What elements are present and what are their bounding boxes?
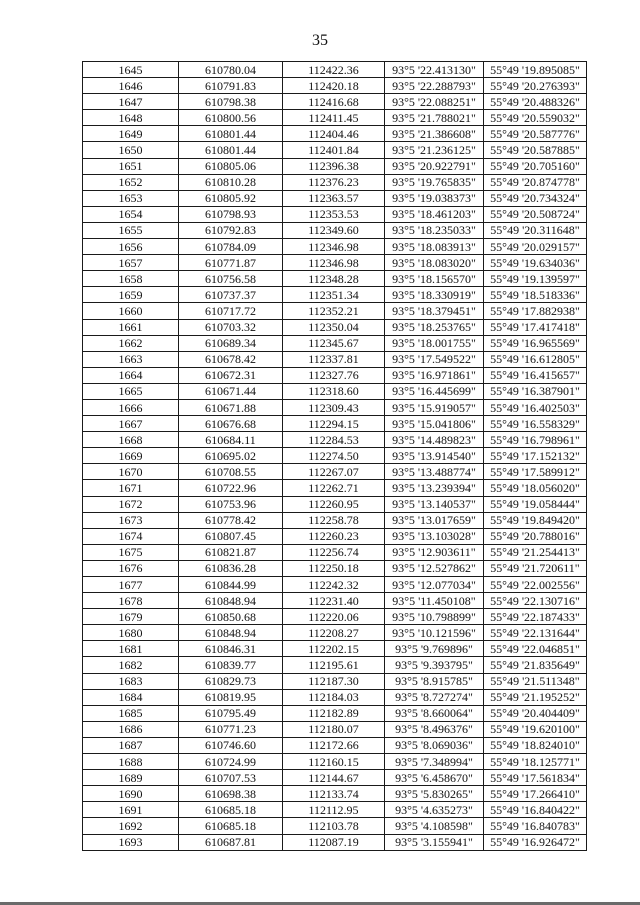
table-row [83,770,587,786]
page-number: 35 [312,32,328,49]
longitude-cell: 93°5 '12.077034" [385,577,484,593]
x-coordinate-cell: 610707.53 [179,770,283,786]
longitude-cell: 93°5 '8.069036" [385,737,484,753]
point-number-cell: 1664 [83,367,179,383]
x-coordinate-cell: 610844.99 [179,577,283,593]
point-number-cell: 1657 [83,255,179,271]
x-coordinate-cell: 610698.38 [179,786,283,802]
y-coordinate-cell: 112180.07 [283,721,385,737]
point-number-cell: 1671 [83,480,179,496]
latitude-cell: 55°49 '18.056020" [484,480,587,496]
x-coordinate-cell: 610756.58 [179,271,283,287]
x-coordinate-cell: 610829.73 [179,673,283,689]
x-coordinate-cell: 610846.31 [179,641,283,657]
point-number-cell: 1656 [83,239,179,255]
x-coordinate-cell: 610671.88 [179,399,283,415]
point-number-cell: 1645 [83,62,179,78]
latitude-cell: 55°49 '22.002556" [484,577,587,593]
x-coordinate-cell: 610801.44 [179,142,283,158]
point-number-cell: 1665 [83,383,179,399]
table-row [83,625,587,641]
longitude-cell: 93°5 '18.461203" [385,206,484,222]
y-coordinate-cell: 112309.43 [283,399,385,415]
x-coordinate-cell: 610810.28 [179,174,283,190]
latitude-cell: 55°49 '17.266410" [484,786,587,802]
longitude-cell: 93°5 '18.083020" [385,255,484,271]
y-coordinate-cell: 112231.40 [283,593,385,609]
point-number-cell: 1672 [83,496,179,512]
point-number-cell: 1684 [83,689,179,705]
table-row [83,609,587,625]
longitude-cell: 93°5 '21.236125" [385,142,484,158]
x-coordinate-cell: 610848.94 [179,625,283,641]
y-coordinate-cell: 112404.46 [283,126,385,142]
y-coordinate-cell: 112202.15 [283,641,385,657]
table-row [83,577,587,593]
table-row [83,448,587,464]
longitude-cell: 93°5 '19.765835" [385,174,484,190]
x-coordinate-cell: 610807.45 [179,528,283,544]
table-row [83,271,587,287]
point-number-cell: 1691 [83,802,179,818]
x-coordinate-cell: 610717.72 [179,303,283,319]
y-coordinate-cell: 112411.45 [283,110,385,126]
y-coordinate-cell: 112327.76 [283,367,385,383]
point-number-cell: 1658 [83,271,179,287]
latitude-cell: 55°49 '22.046851" [484,641,587,657]
point-number-cell: 1655 [83,222,179,238]
y-coordinate-cell: 112262.71 [283,480,385,496]
y-coordinate-cell: 112172.66 [283,737,385,753]
latitude-cell: 55°49 '20.559032" [484,110,587,126]
latitude-cell: 55°49 '19.634036" [484,255,587,271]
point-number-cell: 1646 [83,78,179,94]
latitude-cell: 55°49 '16.612805" [484,351,587,367]
y-coordinate-cell: 112318.60 [283,383,385,399]
point-number-cell: 1668 [83,432,179,448]
point-number-cell: 1661 [83,319,179,335]
table-row [83,287,587,303]
point-number-cell: 1650 [83,142,179,158]
x-coordinate-cell: 610722.96 [179,480,283,496]
x-coordinate-cell: 610821.87 [179,544,283,560]
point-number-cell: 1688 [83,754,179,770]
point-number-cell: 1677 [83,577,179,593]
table-row [83,126,587,142]
table-row [83,754,587,770]
longitude-cell: 93°5 '13.017659" [385,512,484,528]
point-number-cell: 1687 [83,737,179,753]
longitude-cell: 93°5 '9.393795" [385,657,484,673]
y-coordinate-cell: 112087.19 [283,834,385,850]
point-number-cell: 1659 [83,287,179,303]
longitude-cell: 93°5 '8.915785" [385,673,484,689]
table-row [83,673,587,689]
table-row [83,689,587,705]
y-coordinate-cell: 112220.06 [283,609,385,625]
latitude-cell: 55°49 '16.402503" [484,399,587,415]
latitude-cell: 55°49 '20.587885" [484,142,587,158]
longitude-cell: 93°5 '18.330919" [385,287,484,303]
table-row [83,834,587,850]
y-coordinate-cell: 112258.78 [283,512,385,528]
point-number-cell: 1648 [83,110,179,126]
longitude-cell: 93°5 '22.413130" [385,62,484,78]
table-row [83,721,587,737]
y-coordinate-cell: 112274.50 [283,448,385,464]
longitude-cell: 93°5 '8.496376" [385,721,484,737]
table-row [83,802,587,818]
x-coordinate-cell: 610685.18 [179,818,283,834]
latitude-cell: 55°49 '20.311648" [484,222,587,238]
table-row [83,190,587,206]
y-coordinate-cell: 112256.74 [283,544,385,560]
x-coordinate-cell: 610780.04 [179,62,283,78]
latitude-cell: 55°49 '20.587776" [484,126,587,142]
latitude-cell: 55°49 '20.276393" [484,78,587,94]
y-coordinate-cell: 112337.81 [283,351,385,367]
longitude-cell: 93°5 '16.971861" [385,367,484,383]
longitude-cell: 93°5 '9.769896" [385,641,484,657]
longitude-cell: 93°5 '21.788021" [385,110,484,126]
y-coordinate-cell: 112350.04 [283,319,385,335]
longitude-cell: 93°5 '8.660064" [385,705,484,721]
table-row [83,222,587,238]
table-row [83,512,587,528]
x-coordinate-cell: 610784.09 [179,239,283,255]
latitude-cell: 55°49 '16.415657" [484,367,587,383]
x-coordinate-cell: 610708.55 [179,464,283,480]
latitude-cell: 55°49 '19.620100" [484,721,587,737]
latitude-cell: 55°49 '17.152132" [484,448,587,464]
table-row [83,496,587,512]
latitude-cell: 55°49 '16.558329" [484,416,587,432]
point-number-cell: 1692 [83,818,179,834]
latitude-cell: 55°49 '21.511348" [484,673,587,689]
latitude-cell: 55°49 '19.849420" [484,512,587,528]
point-number-cell: 1680 [83,625,179,641]
longitude-cell: 93°5 '19.038373" [385,190,484,206]
table-row [83,174,587,190]
coordinates-table-body [83,62,587,851]
x-coordinate-cell: 610753.96 [179,496,283,512]
latitude-cell: 55°49 '16.965569" [484,335,587,351]
longitude-cell: 93°5 '15.919057" [385,399,484,415]
x-coordinate-cell: 610771.23 [179,721,283,737]
latitude-cell: 55°49 '21.835649" [484,657,587,673]
table-row [83,62,587,78]
x-coordinate-cell: 610678.42 [179,351,283,367]
x-coordinate-cell: 610839.77 [179,657,283,673]
latitude-cell: 55°49 '19.895085" [484,62,587,78]
longitude-cell: 93°5 '7.348994" [385,754,484,770]
y-coordinate-cell: 112250.18 [283,560,385,576]
x-coordinate-cell: 610848.94 [179,593,283,609]
x-coordinate-cell: 610695.02 [179,448,283,464]
table-row [83,480,587,496]
point-number-cell: 1685 [83,705,179,721]
x-coordinate-cell: 610685.18 [179,802,283,818]
x-coordinate-cell: 610672.31 [179,367,283,383]
table-row [83,303,587,319]
latitude-cell: 55°49 '20.734324" [484,190,587,206]
longitude-cell: 93°5 '6.458670" [385,770,484,786]
latitude-cell: 55°49 '18.518336" [484,287,587,303]
y-coordinate-cell: 112363.57 [283,190,385,206]
x-coordinate-cell: 610778.42 [179,512,283,528]
y-coordinate-cell: 112187.30 [283,673,385,689]
x-coordinate-cell: 610792.83 [179,222,283,238]
coordinates-table [82,61,587,851]
longitude-cell: 93°5 '13.103028" [385,528,484,544]
point-number-cell: 1660 [83,303,179,319]
x-coordinate-cell: 610850.68 [179,609,283,625]
x-coordinate-cell: 610805.92 [179,190,283,206]
y-coordinate-cell: 112294.15 [283,416,385,432]
point-number-cell: 1673 [83,512,179,528]
latitude-cell: 55°49 '16.926472" [484,834,587,850]
y-coordinate-cell: 112160.15 [283,754,385,770]
longitude-cell: 93°5 '4.108598" [385,818,484,834]
table-row [83,319,587,335]
latitude-cell: 55°49 '18.125771" [484,754,587,770]
point-number-cell: 1652 [83,174,179,190]
longitude-cell: 93°5 '18.001755" [385,335,484,351]
latitude-cell: 55°49 '17.589912" [484,464,587,480]
longitude-cell: 93°5 '22.288793" [385,78,484,94]
x-coordinate-cell: 610801.44 [179,126,283,142]
table-row [83,593,587,609]
longitude-cell: 93°5 '12.527862" [385,560,484,576]
y-coordinate-cell: 112396.38 [283,158,385,174]
latitude-cell: 55°49 '20.029157" [484,239,587,255]
table-row [83,399,587,415]
table-row [83,544,587,560]
latitude-cell: 55°49 '20.508724" [484,206,587,222]
point-number-cell: 1676 [83,560,179,576]
latitude-cell: 55°49 '19.058444" [484,496,587,512]
point-number-cell: 1669 [83,448,179,464]
longitude-cell: 93°5 '5.830265" [385,786,484,802]
y-coordinate-cell: 112195.61 [283,657,385,673]
point-number-cell: 1682 [83,657,179,673]
y-coordinate-cell: 112422.36 [283,62,385,78]
latitude-cell: 55°49 '18.824010" [484,737,587,753]
latitude-cell: 55°49 '20.488326" [484,94,587,110]
table-row [83,255,587,271]
y-coordinate-cell: 112352.21 [283,303,385,319]
table-row [83,351,587,367]
point-number-cell: 1675 [83,544,179,560]
point-number-cell: 1683 [83,673,179,689]
table-row [83,158,587,174]
x-coordinate-cell: 610687.81 [179,834,283,850]
y-coordinate-cell: 112420.18 [283,78,385,94]
latitude-cell: 55°49 '21.195252" [484,689,587,705]
y-coordinate-cell: 112208.27 [283,625,385,641]
x-coordinate-cell: 610805.06 [179,158,283,174]
latitude-cell: 55°49 '22.131644" [484,625,587,641]
latitude-cell: 55°49 '20.404409" [484,705,587,721]
longitude-cell: 93°5 '8.727274" [385,689,484,705]
point-number-cell: 1649 [83,126,179,142]
table-row [83,705,587,721]
y-coordinate-cell: 112103.78 [283,818,385,834]
table-row [83,110,587,126]
latitude-cell: 55°49 '16.840422" [484,802,587,818]
latitude-cell: 55°49 '20.788016" [484,528,587,544]
longitude-cell: 93°5 '4.635273" [385,802,484,818]
point-number-cell: 1689 [83,770,179,786]
longitude-cell: 93°5 '11.450108" [385,593,484,609]
table-row [83,464,587,480]
x-coordinate-cell: 610819.95 [179,689,283,705]
table-row [83,206,587,222]
y-coordinate-cell: 112351.34 [283,287,385,303]
y-coordinate-cell: 112267.07 [283,464,385,480]
point-number-cell: 1654 [83,206,179,222]
point-number-cell: 1679 [83,609,179,625]
x-coordinate-cell: 610771.87 [179,255,283,271]
table-row [83,641,587,657]
x-coordinate-cell: 610676.68 [179,416,283,432]
y-coordinate-cell: 112353.53 [283,206,385,222]
table-row [83,737,587,753]
y-coordinate-cell: 112112.95 [283,802,385,818]
longitude-cell: 93°5 '22.088251" [385,94,484,110]
longitude-cell: 93°5 '21.386608" [385,126,484,142]
point-number-cell: 1663 [83,351,179,367]
table-row [83,560,587,576]
y-coordinate-cell: 112184.03 [283,689,385,705]
y-coordinate-cell: 112284.53 [283,432,385,448]
longitude-cell: 93°5 '18.235033" [385,222,484,238]
latitude-cell: 55°49 '17.561834" [484,770,587,786]
y-coordinate-cell: 112260.95 [283,496,385,512]
point-number-cell: 1647 [83,94,179,110]
longitude-cell: 93°5 '18.156570" [385,271,484,287]
latitude-cell: 55°49 '22.187433" [484,609,587,625]
table-row [83,94,587,110]
latitude-cell: 55°49 '19.139597" [484,271,587,287]
point-number-cell: 1653 [83,190,179,206]
x-coordinate-cell: 610836.28 [179,560,283,576]
x-coordinate-cell: 610671.44 [179,383,283,399]
longitude-cell: 93°5 '16.445699" [385,383,484,399]
point-number-cell: 1670 [83,464,179,480]
x-coordinate-cell: 610798.38 [179,94,283,110]
point-number-cell: 1678 [83,593,179,609]
y-coordinate-cell: 112182.89 [283,705,385,721]
latitude-cell: 55°49 '17.417418" [484,319,587,335]
latitude-cell: 55°49 '16.840783" [484,818,587,834]
latitude-cell: 55°49 '16.387901" [484,383,587,399]
y-coordinate-cell: 112376.23 [283,174,385,190]
longitude-cell: 93°5 '17.549522" [385,351,484,367]
table-row [83,528,587,544]
point-number-cell: 1667 [83,416,179,432]
x-coordinate-cell: 610703.32 [179,319,283,335]
y-coordinate-cell: 112144.67 [283,770,385,786]
y-coordinate-cell: 112345.67 [283,335,385,351]
point-number-cell: 1681 [83,641,179,657]
longitude-cell: 93°5 '13.914540" [385,448,484,464]
table-row [83,239,587,255]
x-coordinate-cell: 610684.11 [179,432,283,448]
longitude-cell: 93°5 '10.121596" [385,625,484,641]
longitude-cell: 93°5 '15.041806" [385,416,484,432]
x-coordinate-cell: 610737.37 [179,287,283,303]
x-coordinate-cell: 610724.99 [179,754,283,770]
x-coordinate-cell: 610746.60 [179,737,283,753]
latitude-cell: 55°49 '21.720611" [484,560,587,576]
longitude-cell: 93°5 '18.083913" [385,239,484,255]
y-coordinate-cell: 112133.74 [283,786,385,802]
longitude-cell: 93°5 '12.903611" [385,544,484,560]
table-row [83,78,587,94]
table-row [83,432,587,448]
table-row [83,335,587,351]
longitude-cell: 93°5 '18.253765" [385,319,484,335]
latitude-cell: 55°49 '22.130716" [484,593,587,609]
y-coordinate-cell: 112260.23 [283,528,385,544]
x-coordinate-cell: 610798.93 [179,206,283,222]
longitude-cell: 93°5 '14.489823" [385,432,484,448]
latitude-cell: 55°49 '20.874778" [484,174,587,190]
point-number-cell: 1690 [83,786,179,802]
y-coordinate-cell: 112416.68 [283,94,385,110]
table-row [83,383,587,399]
table-row [83,657,587,673]
y-coordinate-cell: 112346.98 [283,255,385,271]
longitude-cell: 93°5 '13.488774" [385,464,484,480]
longitude-cell: 93°5 '20.922791" [385,158,484,174]
latitude-cell: 55°49 '21.254413" [484,544,587,560]
latitude-cell: 55°49 '17.882938" [484,303,587,319]
y-coordinate-cell: 112348.28 [283,271,385,287]
y-coordinate-cell: 112349.60 [283,222,385,238]
x-coordinate-cell: 610800.56 [179,110,283,126]
y-coordinate-cell: 112346.98 [283,239,385,255]
point-number-cell: 1686 [83,721,179,737]
y-coordinate-cell: 112242.32 [283,577,385,593]
x-coordinate-cell: 610791.83 [179,78,283,94]
point-number-cell: 1674 [83,528,179,544]
latitude-cell: 55°49 '16.798961" [484,432,587,448]
latitude-cell: 55°49 '20.705160" [484,158,587,174]
table-row [83,416,587,432]
longitude-cell: 93°5 '10.798899" [385,609,484,625]
table-row [83,786,587,802]
table-row [83,142,587,158]
longitude-cell: 93°5 '13.140537" [385,496,484,512]
longitude-cell: 93°5 '3.155941" [385,834,484,850]
y-coordinate-cell: 112401.84 [283,142,385,158]
point-number-cell: 1666 [83,399,179,415]
longitude-cell: 93°5 '13.239394" [385,480,484,496]
x-coordinate-cell: 610795.49 [179,705,283,721]
table-row [83,367,587,383]
point-number-cell: 1693 [83,834,179,850]
point-number-cell: 1662 [83,335,179,351]
x-coordinate-cell: 610689.34 [179,335,283,351]
longitude-cell: 93°5 '18.379451" [385,303,484,319]
table-row [83,818,587,834]
point-number-cell: 1651 [83,158,179,174]
